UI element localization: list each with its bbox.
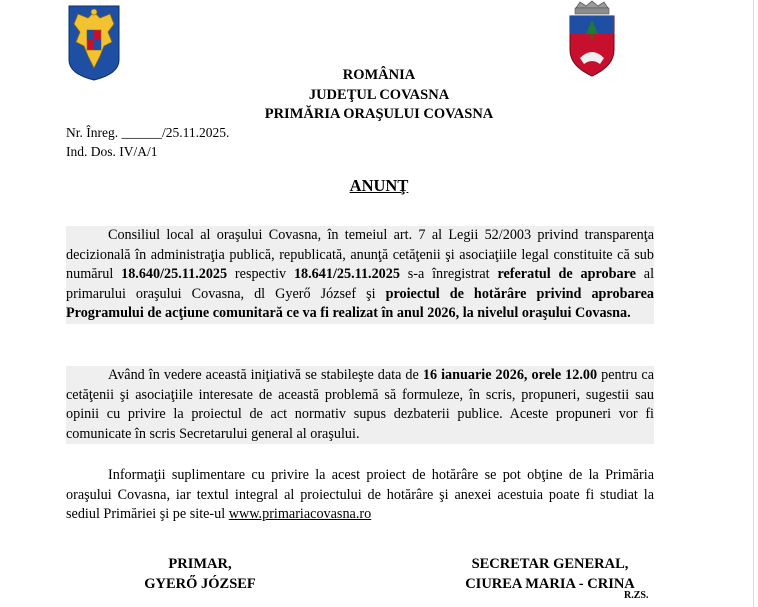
dossier-index: Ind. Dos. IV/A/1 — [66, 144, 158, 159]
mayor-name: GYERŐ JÓZSEF — [144, 576, 256, 592]
header-county: JUDEŢUL COVASNA — [308, 87, 450, 103]
secretary-title: SECRETAR GENERAL, — [471, 556, 629, 572]
paragraph-announcement — [66, 226, 654, 324]
registration-number: Nr. Înreg. ______/25.11.2025. — [66, 125, 230, 140]
p1-text-2: respectiv — [227, 266, 294, 282]
p1-text-4: al primarului oraşului Covasna, dl Gyerő József şi — [66, 266, 655, 302]
p2-deadline-date: 16 ianuarie 2026, orele 12.00 — [422, 367, 598, 383]
p1-text-3: s-a înregistrat — [399, 266, 498, 282]
page-title: ANUNŢ — [349, 176, 409, 195]
mayor-title: PRIMAR, — [168, 556, 232, 572]
paragraph-info — [66, 466, 654, 525]
header-townhall: PRIMĂRIA ORAŞULUI COVASNA — [264, 106, 494, 122]
p2-text-1: Având în vedere această iniţiativă se stabileşte data de — [108, 367, 423, 383]
p1-ref-number-1: 18.640/25.11.2025 — [121, 266, 228, 282]
p1-project-title: proiectul de hotărâre privind aprobarea Programului de acţiune comunitară ce va fi realizat în anul 2026, la nivelul oraşului Covasna. — [66, 285, 654, 321]
paragraph-deadline — [66, 366, 654, 444]
p1-ref-number-2: 18.641/25.11.2025 — [293, 266, 400, 282]
secretary-signature — [430, 554, 670, 594]
website-link[interactable]: www.primariacovasna.ro — [228, 506, 372, 522]
p3-text-1: Informaţii suplimentare cu privire la acest proiect de hotărâre se pot obţine de la Primăria oraşului Covasna, iar textul integral al proiectului de hotărâre şi anexei acestuia poate fi studiat la sediul Primăriei şi pe site-ul — [66, 467, 654, 522]
p2-text-2: pentru ca cetăţenii şi asociaţiile interesate de această problemă să formuleze, în scris, propuneri, sugestii sau opinii cu privire la proiectul de act normativ supus dezbaterii publice. Aceste propuneri vor fi comunicate în scris Secretarului general al oraşului. — [66, 367, 654, 442]
mayor-signature — [120, 554, 280, 594]
p1-text-1: Consiliul local al oraşului Covasna, în temeiul art. 7 al Legii 52/2003 privind transparenţa decizională în administraţia publică, republicată, anunţă cetăţenii şi asociaţiile legal constituite că sub numărul — [66, 227, 654, 282]
secretary-name: CIUREA MARIA - CRINA — [465, 576, 635, 592]
header-country: ROMÂNIA — [342, 67, 416, 83]
p1-referat: referatul de aprobare — [497, 266, 636, 282]
drafter-initials: R.ZS. — [624, 590, 649, 601]
